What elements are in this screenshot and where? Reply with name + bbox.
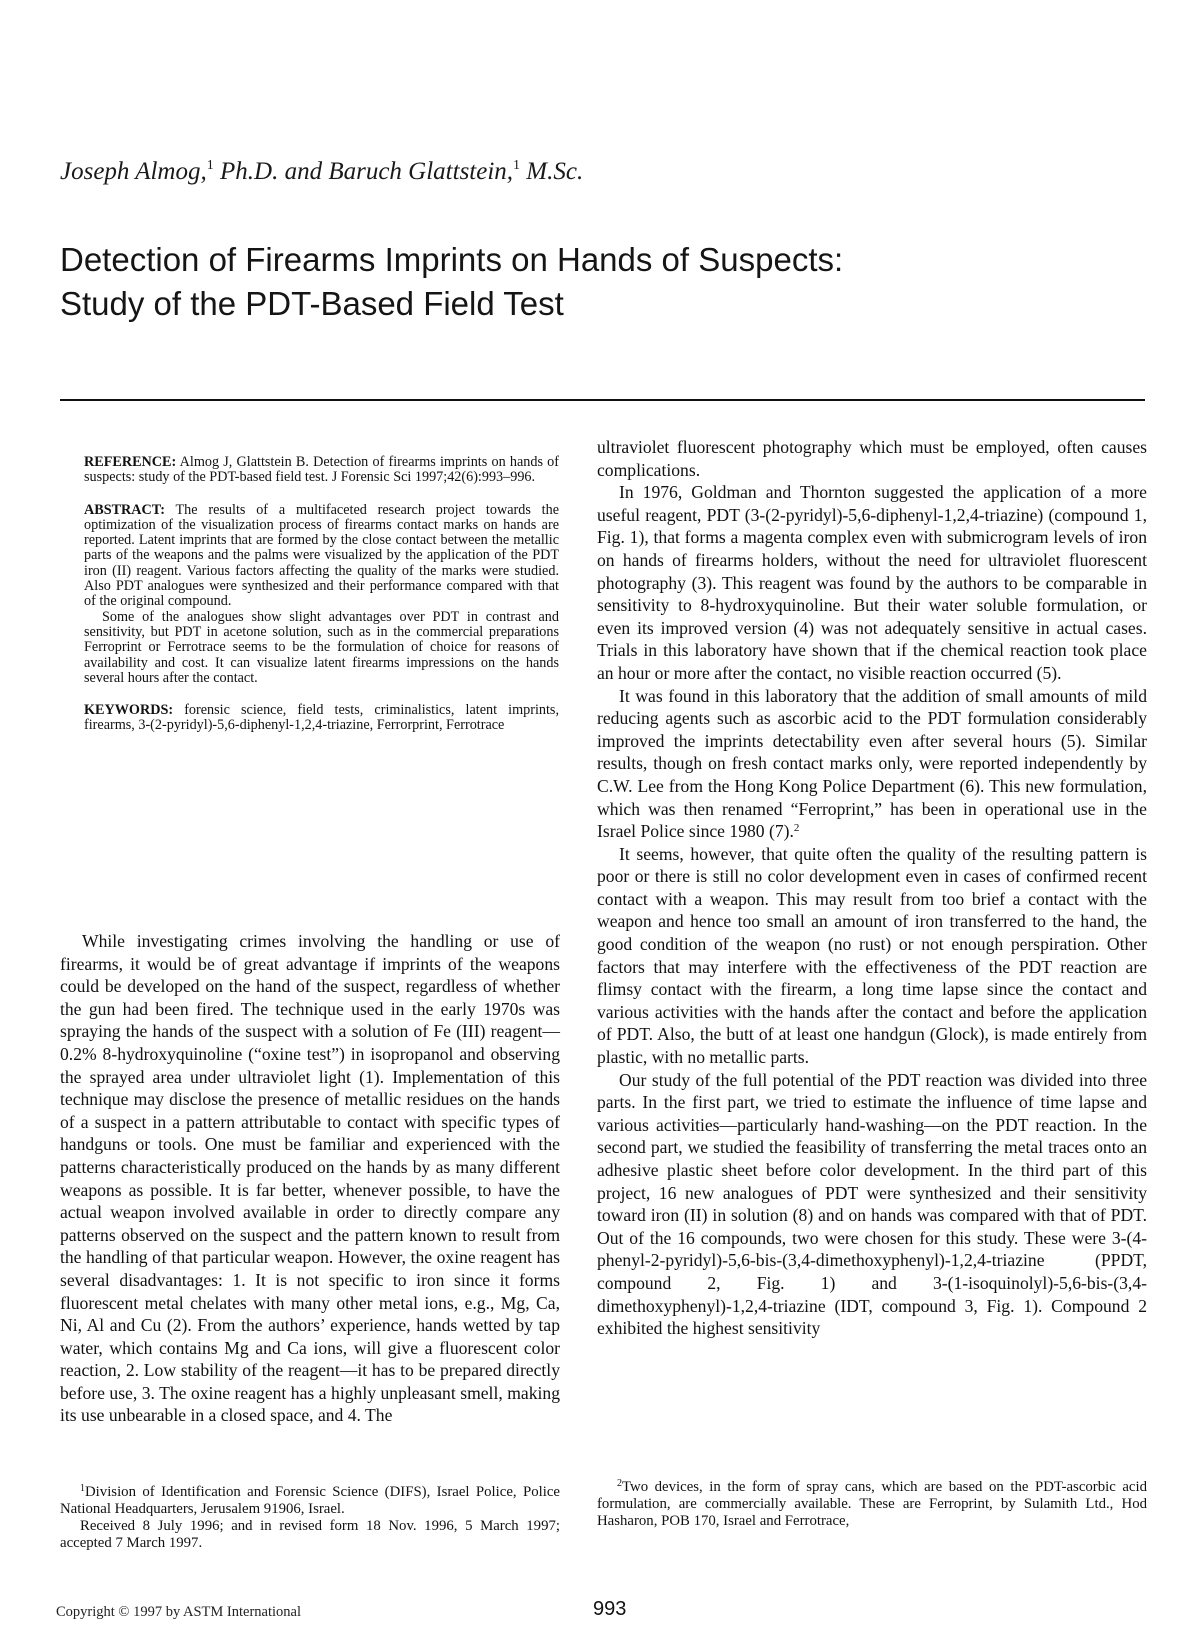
copyright-notice: Copyright © 1997 by ASTM International bbox=[56, 1604, 302, 1620]
right-column-body bbox=[597, 436, 1147, 1340]
reference-text: Almog J, Glattstein B. Detection of firearms imprints on hands of suspects: study of the PDT-based field test. J Forensic Sci 1997;42(6):993–996. bbox=[84, 454, 559, 486]
author-2-name: Ph.D. and Baruch Glattstein, bbox=[213, 158, 514, 185]
front-matter bbox=[84, 455, 559, 734]
title-line-2: Study of the PDT-Based Field Test bbox=[60, 285, 564, 322]
abstract-block bbox=[84, 503, 559, 610]
body-paragraph: In 1976, Goldman and Thornton suggested the application of a more useful reagent, PDT (3-(2-pyridyl)-5,6-diphenyl-1,2,4-triazine) (compound 1, Fig. 1), that forms a magenta complex even with submicrogram levels of iron on hands of firearms holders, without the need for ultraviolet fluorescent photography (3). This reagent was found by the authors to be comparable in sensitivity to 8-hydroxyquinoline. But their water soluble formulation, or even its improved version (4) was not adequately sensitive in actual cases. Trials in this laboratory have shown that if the chemical reaction took place an hour or more after the contact, no visible reaction occurred (5). bbox=[597, 482, 1147, 683]
body-paragraph bbox=[597, 685, 1147, 843]
article-title bbox=[60, 238, 1140, 326]
keywords-text: forensic science, field tests, criminalistics, latent imprints, firearms, 3-(2-pyridyl)-5,6-diphenyl-1,2,4-triazine, Ferrorprint, Ferrotrace bbox=[84, 702, 559, 734]
author-1-name: Joseph Almog, bbox=[60, 158, 207, 185]
footnote-1-text: Division of Identification and Forensic Science (DIFS), Israel Police, Police National Headquarters, Jerusalem 91906, Israel. bbox=[60, 1484, 560, 1517]
body-paragraph: While investigating crimes involving the handling or use of firearms, it would be of great advantage if imprints of the weapons could be developed on the hand of the suspect, regardless of whether the gun had been fired. The technique used in the early 1970s was spraying the hands of the suspect with a solution of Fe (III) reagent—0.2% 8-hydroxyquinoline (“oxine test”) in isopropanol and observing the sprayed area under ultraviolet light (1). Implementation of this technique may disclose the presence of metallic residues on the hands of a suspect in a pattern attributable to contact with specific types of handguns or tools. One must be familiar and experienced with the patterns characteristically produced on the hands by as many different weapons as possible. It is far better, whenever possible, to have the actual weapon involved available in order to directly compare any patterns observed on the suspect and the pattern known to result from the handling of that particular weapon. However, the oxine reagent has several disadvantages: 1. It is not specific to iron since it forms fluorescent metal chelates with many other metal ions, e.g., Mg, Ca, Ni, Al and Cu (2). From the authors’ experience, hands wetted by tap water, which contains Mg and Ca ions, will give a fluorescent color reaction, 2. Low stability of the reagent—it has to be prepared directly before use, 3. The oxine reagent has a highly unpleasant smell, making its use unbearable in a closed space, and 4. The bbox=[60, 931, 560, 1426]
keywords-block bbox=[84, 703, 559, 734]
body-paragraph-text: It was found in this laboratory that the addition of small amounts of mild reducing agents such as ascorbic acid to the PDT formulation considerably improved the imprints detectability even after several hours (5). Similar results, though on fresh contact marks only, were reported independently by C.W. Lee from the Hong Kong Police Department (6). This new formulation, which was then renamed “Ferroprint,” has been in operational use in the Israel Police since 1980 (7). bbox=[597, 685, 1147, 842]
body-paragraph: It seems, however, that quite often the quality of the resulting pattern is poor or there is still no color development even in cases of confirmed recent contact with a weapon. This may result from too brief a contact with the weapon and hence too small an amount of iron transferred to the hand, the good condition of the weapon (no rust) or not enough perspiration. Other factors that may interfere with the effectiveness of the PDT reaction are flimsy contact with the firearm, a long time lapse since the contact and various activities with the hands after the contact and before the application of PDT. Also, the butt of at least one handgun (Glock), is made entirely from plastic, with no metallic parts. bbox=[597, 843, 1147, 1068]
header-rule bbox=[60, 399, 1145, 401]
footnotes-left bbox=[60, 1484, 560, 1552]
keywords-label: KEYWORDS: bbox=[84, 702, 174, 719]
left-column-body bbox=[60, 930, 560, 1427]
abstract-text: The results of a multifaceted research project towards the optimization of the visualization process of firearms contact marks on hands are reported. Latent imprints that are formed by the close contact between the metallic parts of the weapons and the palms were visualized by the application of the PDT iron (II) reagent. Various factors affecting the quality of the marks were studied. Also PDT analogues were synthesized and their performance compared with that of the original compound. bbox=[84, 501, 559, 610]
author-2-degree: M.Sc. bbox=[520, 158, 584, 185]
author-1-affiliation-mark: 1 bbox=[206, 158, 214, 173]
footnote-2 bbox=[597, 1479, 1147, 1530]
footnote-mark: 2 bbox=[793, 822, 800, 835]
footnote-1-mark: 1 bbox=[80, 1483, 85, 1494]
page-number: 993 bbox=[593, 1598, 627, 1620]
footnote-2-text: Two devices, in the form of spray cans, which are based on the PDT-ascorbic acid formulation, are commercially available. These are Ferroprint, by Sulamith Ltd., Hod Hasharon, POB 170, Israel and Ferrotrace, bbox=[597, 1479, 1147, 1529]
footnotes-right bbox=[597, 1479, 1147, 1530]
reference-block bbox=[84, 455, 559, 486]
footnote-1 bbox=[60, 1484, 560, 1518]
title-line-1: Detection of Firearms Imprints on Hands of Suspects: bbox=[60, 241, 844, 278]
body-paragraph: ultraviolet fluorescent photography which must be employed, often causes complications. bbox=[597, 437, 1147, 480]
abstract-label: ABSTRACT: bbox=[84, 501, 165, 518]
body-paragraph: Our study of the full potential of the PDT reaction was divided into three parts. In the first part, we tried to estimate the influence of time lapse and various activities—particularly hand-washing—on the PDT reaction. In the second part, we studied the feasibility of transferring the metal traces onto an adhesive plastic sheet before color development. In the third part of this project, 16 new analogues of PDT were synthesized and their sensitivity toward iron (II) in solution (8) and on hands was compared with that of PDT. Out of the 16 compounds, two were chosen for this study. These were 3-(4-phenyl-2-pyridyl)-5,6-bis-(3,4-dimethoxyphenyl)-1,2,4-triazine (PPDT, compound 2, Fig. 1) and 3-(1-isoquinolyl)-5,6-bis-(3,4-dimethoxyphenyl)-1,2,4-triazine (IDT, compound 3, Fig. 1). Compound 2 exhibited the highest sensitivity bbox=[597, 1069, 1147, 1339]
received-dates: Received 8 July 1996; and in revised form 18 Nov. 1996, 5 March 1997; accepted 7 March 1997. bbox=[60, 1518, 560, 1551]
footnote-2-mark: 2 bbox=[617, 1478, 622, 1489]
author-line bbox=[60, 158, 1140, 186]
reference-label: REFERENCE: bbox=[84, 454, 177, 470]
author-2-affiliation-mark: 1 bbox=[513, 158, 521, 173]
abstract-paragraph-2: Some of the analogues show slight advantages over PDT in contrast and sensitivity, but PDT in acetone solution, such as in the commercial preparations Ferroprint or Ferrotrace seems to be the formulation of choice for reasons of availability and cost. It can visualize latent firearms impressions on the hands several hours after the contact. bbox=[84, 608, 559, 686]
